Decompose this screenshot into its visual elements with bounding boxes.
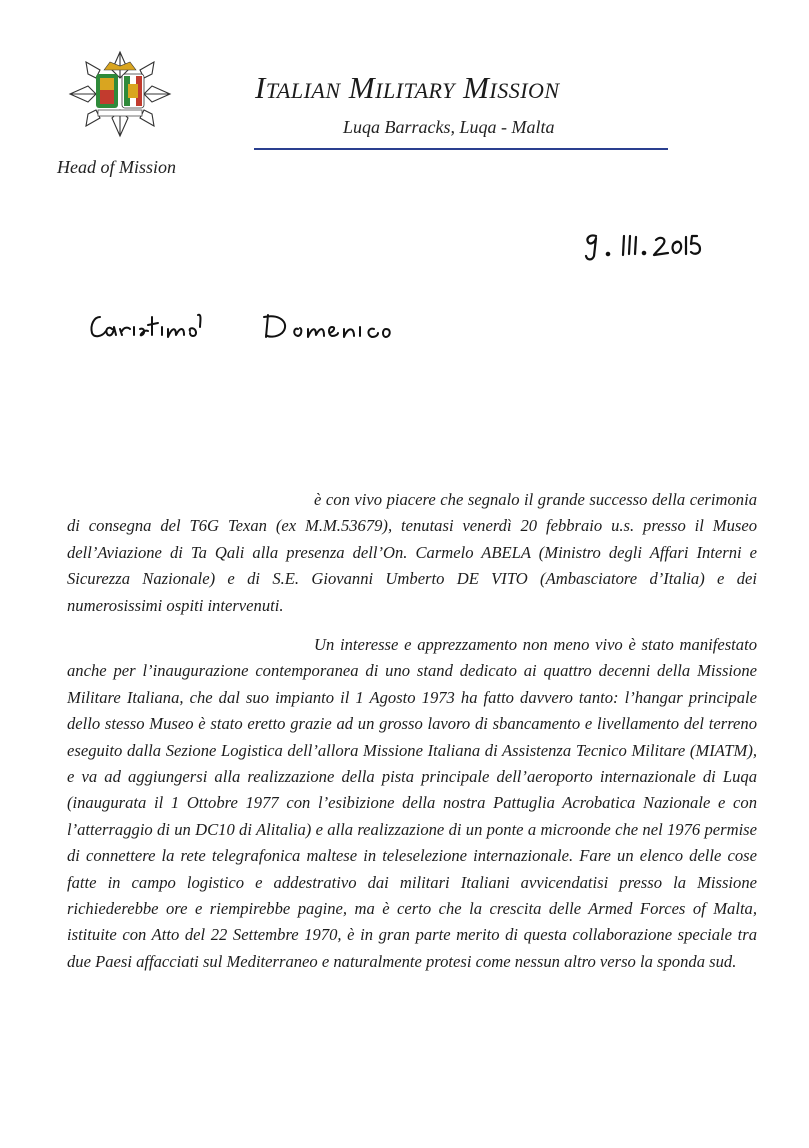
organization-title: Italian Military Mission	[255, 70, 560, 105]
organization-address: Luqa Barracks, Luqa - Malta	[343, 117, 555, 137]
handwritten-date	[580, 228, 705, 264]
body-paragraph-1: è con vivo piacere che segnalo il grande successo della cerimonia di consegna del T6G Texan (ex M.M.53679), tenutasi venerdì 20 febbraio u.s. presso il Museo dell’Aviazione di Ta Qali alla presenza dell’On. Carmelo ABELA (Ministro degli Affari Interni e Sicurezza Nazionale) e di S.E. Giovanni Umberto DE VITO (Ambasciatore d’Italia) e dei numerosissimi ospiti intervenuti.	[67, 490, 757, 615]
coat-of-arms-icon	[66, 48, 174, 140]
handwritten-salutation	[86, 303, 396, 345]
body-paragraph-2: Un interesse e apprezzamento non meno vivo è stato manifestato anche per l’inaugurazione contemporanea di uno stand dedicato ai quattro decenni della Missione Militare Italiana, che dal suo impianto il 1 Agosto 1973 ha fatto davvero tanto: l’hangar principale dello stesso Museo è stato eretto grazie ad un grosso lavoro di sbancamento e livellamento del terreno eseguito dalla Sezione Logistica dell’allora Missione Italiana di Assistenza Tecnico Militare (MIATM), e va ad aggiungersi alla realizzazione della pista principale dell’aeroporto internazionale di Luqa (inaugurata il 1 Ottobre 1977 con l’esibizione della nostra Pattuglia Acrobatica Nazionale e con l’atterraggio di un DC10 di Alitalia) e alla realizzazione di un ponte a microonde che nel 1976 permise di connettere la rete telegrafonica maltese in teleselezione internazionale. Fare un elenco delle cose fatte in campo logistico e addestrativo dai militari Italiani avvicendatisi presso la Missione richiederebbe ore e riempirebbe pagine, ma è certo che la crescita delle Armed Forces of Malta, istituite con Atto del 22 Settembre 1970, è in gran parte merito di questa collaborazione speciale tra due Paesi affacciati sul Mediterraneo e naturalmente protesi come nessun altro verso la sponda sud.	[67, 635, 757, 971]
head-of-mission-label: Head of Mission	[57, 157, 176, 177]
header-rule	[254, 148, 668, 150]
